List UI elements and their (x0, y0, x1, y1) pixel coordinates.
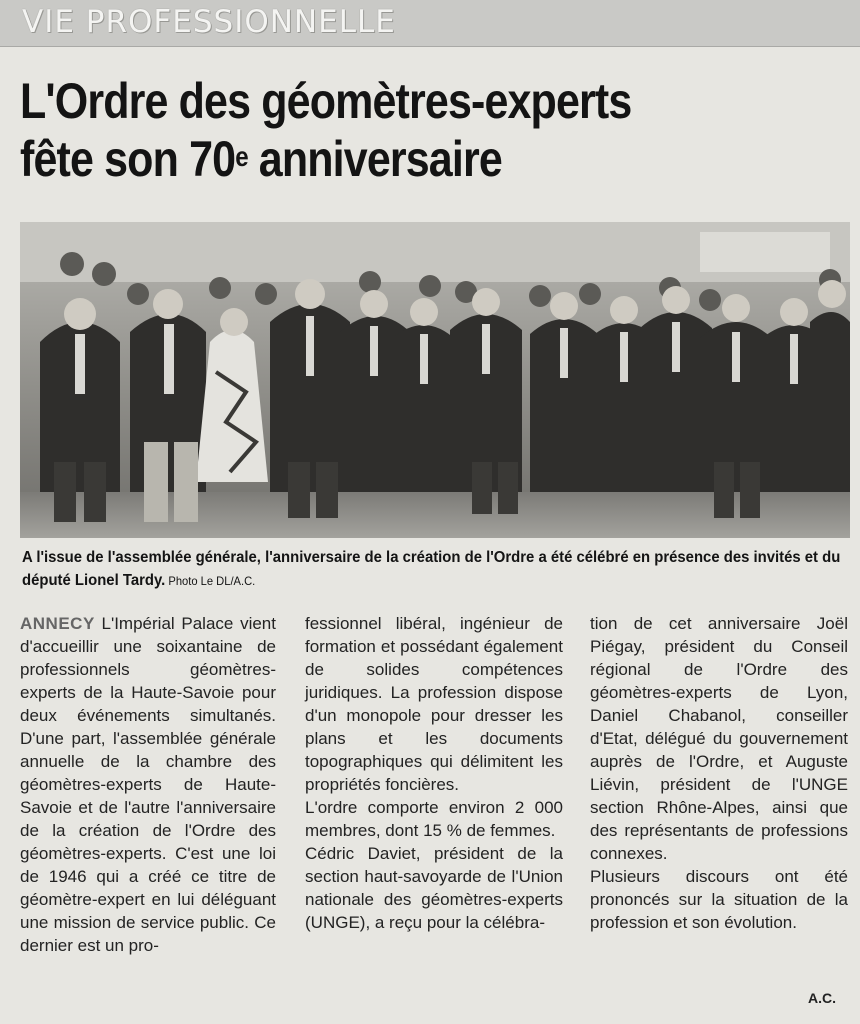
headline-superscript: e (235, 141, 248, 172)
article-column-3 (590, 612, 848, 1012)
article-column-1 (20, 612, 276, 1012)
article-paragraph (20, 612, 276, 957)
dateline: ANNECY (20, 614, 95, 633)
headline-line-1: L'Ordre des géomètres-experts (20, 73, 632, 129)
article-column-2 (305, 612, 563, 1012)
caption-text: A l'issue de l'assemblée générale, l'anniversaire de la création de l'Ordre a été célébré en présence des invités et du député Lionel Tardy. (22, 549, 841, 589)
headline-line-2 (20, 130, 846, 188)
photo-credit: Photo Le DL/A.C. (165, 574, 256, 588)
article-paragraph: Cédric Daviet, président de la section haut-savoyarde de l'Union nationale des géomètres-experts (UNGE), a reçu pour la célébra- (305, 844, 563, 932)
article-paragraph: L'ordre comporte environ 2 000 membres, dont 15 % de femmes. (305, 798, 563, 840)
section-rubric (0, 0, 860, 47)
section-title: VIE PROFESSIONNELLE (22, 4, 396, 40)
headline-line-2-suffix: anniversaire (247, 131, 502, 187)
article-paragraph: fessionnel libéral, ingénieur de formation et possédant également de solides compétences juridiques. La profession dispose d'un monopole pour dresser les plans et les documents topographiques qui délimitent les propriétés foncières. (305, 614, 563, 794)
group-photo-icon (20, 222, 850, 538)
article-paragraph: Plusieurs discours ont été prononcés sur la situation de la profession et son évolution. (590, 867, 848, 932)
article-headline (20, 72, 846, 188)
group-photo (20, 222, 850, 538)
column-1-text: L'Impérial Palace vient d'accueillir une soixantaine de professionnels géomètres-experts de la Haute-Savoie pour deux événements simultanés. D'une part, l'assemblée générale annuelle de la chambre des géomètres-experts de Haute-Savoie et de l'autre l'anniversaire de la création de l'Ordre des géomètres-experts. C'est une loi de 1946 qui a créé ce titre de géomètre-expert en lui déléguant une mission de service public. Ce dernier est un pro- (20, 614, 276, 955)
article-paragraph: tion de cet anniversaire Joël Piégay, président du Conseil régional de l'Ordre des géomètres-experts de Lyon, Daniel Chabanol, conseiller d'Etat, délégué du gouvernement auprès de l'Ordre, et Auguste Liévin, président de l'UNGE section Rhône-Alpes, ainsi que des représentants de professions connexes. (590, 614, 848, 863)
photo-caption (22, 546, 845, 593)
author-signature: A.C. (808, 990, 836, 1006)
headline-line-2-prefix: fête son 70 (20, 131, 236, 187)
